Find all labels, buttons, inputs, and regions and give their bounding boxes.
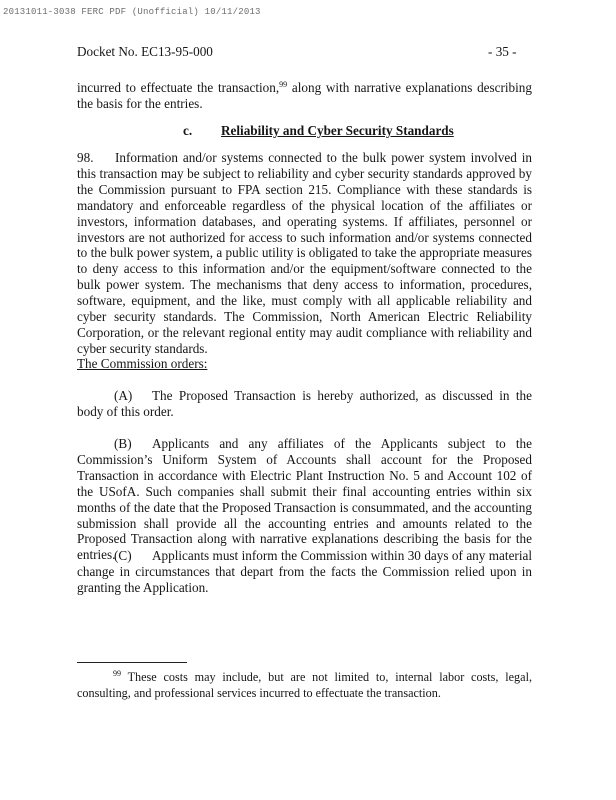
footnote-divider [77, 662, 187, 663]
order-item-b [77, 436, 532, 563]
footnote-text: These costs may include, but are not limited to, internal labor costs, legal, consulting, and professional services incurred to effectuate the transaction. [77, 670, 532, 700]
carryover-paragraph [77, 80, 532, 112]
section-letter: c. [183, 123, 193, 138]
footnote-reference: 99 [279, 80, 288, 89]
order-label-b: (B) [114, 436, 132, 451]
order-label-c: (C) [114, 548, 132, 563]
paragraph-number: 98. [77, 150, 94, 165]
order-label-a: (A) [114, 388, 133, 403]
order-text-b: Applicants and any affiliates of the Applicants subject to the Commission’s Uniform System of Accounts shall account for the Proposed Transaction in accordance with Electric Plant Instruction No. 5 and Account 102 of the USofA. Such companies shall submit their final accounting entries within six months of the date that the Proposed Transaction is consummated, and the accounting submission shall provide all the accounting entries and amounts related to the Proposed Transaction along with narrative explanations describing the basis for the entries. [77, 436, 532, 563]
paragraph-98-text: Information and/or systems connected to the bulk power system involved in this transaction may be subject to reliability and cyber security standards approved by the Commission pursuant to FPA section 215. Compliance with these standards is mandatory and enforceable regardless of the physical location of the affiliates or investors, information databases, and operating systems. If affiliates, personnel or investors are not authorized for access to such information and/or systems connected to the bulk power system, a public utility is obligated to take the appropriate measures to deny access to this information and/or the equipment/software connected to the bulk power system. The mechanisms that deny access to information, procedures, software, equipment, and the like, must comply with all applicable reliability and cyber security standards. The Commission, North American Electric Reliability Corporation, or the relevant regional entity may audit compliance with reliability and cyber security standards. [77, 150, 532, 356]
order-text-a: The Proposed Transaction is hereby authorized, as discussed in the body of this order. [77, 388, 532, 419]
order-item-c [77, 548, 532, 596]
order-text-c: Applicants must inform the Commission within 30 days of any material change in circumstances that depart from the facts the Commission relied upon in granting the Application. [77, 548, 532, 595]
carryover-text-after: along with narrative explanations describing the basis for the entries. [77, 80, 532, 111]
paragraph-98 [77, 150, 532, 357]
order-item-a [77, 388, 532, 420]
docket-number: Docket No. EC13-95-000 [77, 44, 213, 59]
footnote-99 [77, 670, 532, 701]
orders-label-text: The Commission orders: [77, 356, 208, 371]
carryover-text-before: incurred to effectuate the transaction, [77, 80, 280, 95]
page-number: - 35 - [488, 44, 517, 59]
filing-stamp: 20131011-3038 FERC PDF (Unofficial) 10/11/2013 [3, 7, 261, 17]
footnote-number: 99 [113, 669, 121, 678]
section-title: Reliability and Cyber Security Standards [221, 123, 454, 138]
commission-orders-label [77, 356, 532, 372]
